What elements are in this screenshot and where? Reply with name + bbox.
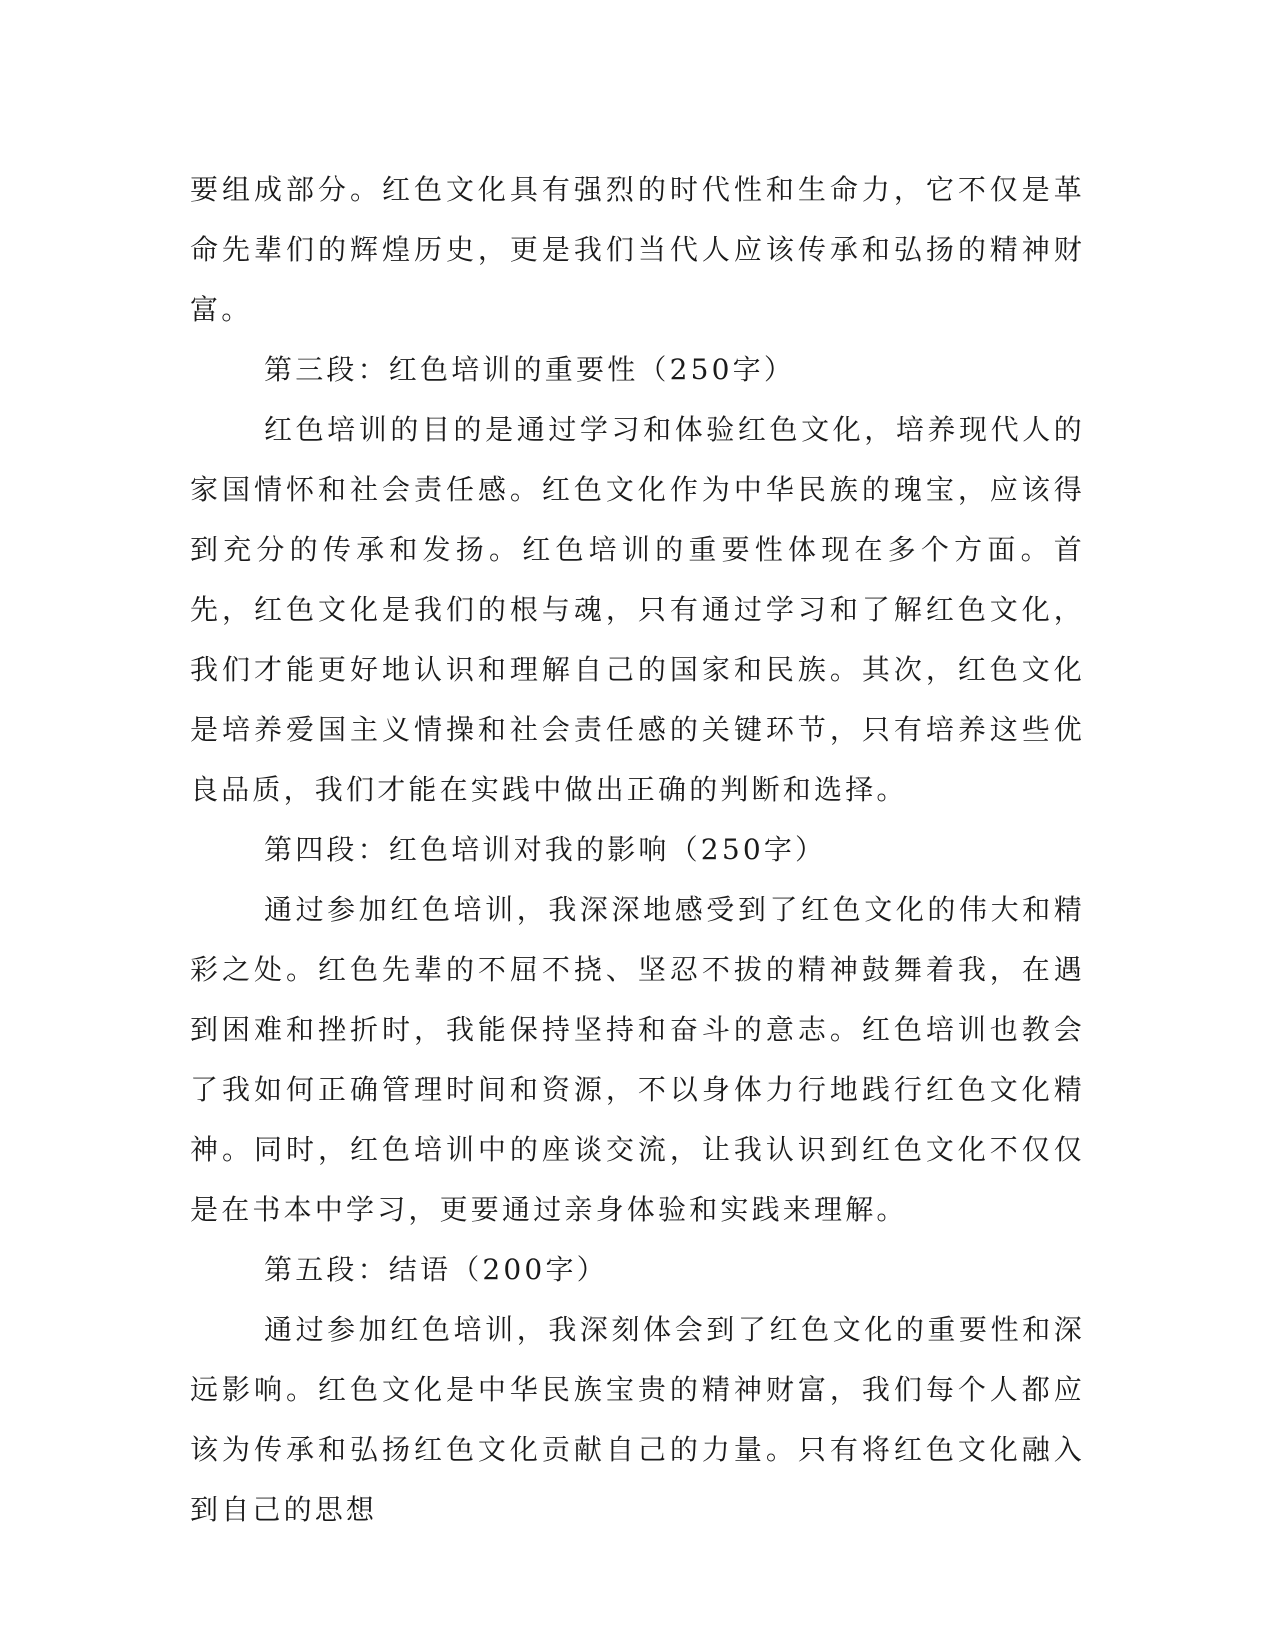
section-heading-five: 第五段：结语（200字） [264, 1253, 608, 1286]
paragraph-impact: 通过参加红色培训，我深深地感受到了红色文化的伟大和精彩之处。红色先辈的不屈不挠、坚忍不拔的精神鼓舞着我，在遇到困难和挫折时，我能保持坚持和奋斗的意志。红色培训也教会了我如何正确管理时间和资源，不以身体力行地践行红色文化精神。同时，红色培训中的座谈交流，让我认识到红色文化不仅仅是在书本中学习，更要通过亲身体验和实践来理解。 [190, 893, 1085, 1226]
paragraph-continued: 要组成部分。红色文化具有强烈的时代性和生命力，它不仅是革命先辈们的辉煌历史，更是我们当代人应该传承和弘扬的精神财富。 [190, 173, 1085, 326]
document-body [190, 160, 1085, 1540]
section-heading-four: 第四段：红色培训对我的影响（250字） [264, 833, 827, 866]
paragraph-conclusion: 通过参加红色培训，我深刻体会到了红色文化的重要性和深远影响。红色文化是中华民族宝贵的精神财富，我们每个人都应该为传承和弘扬红色文化贡献自己的力量。只有将红色文化融入到自己的思想 [190, 1313, 1085, 1526]
section-heading-three: 第三段：红色培训的重要性（250字） [264, 353, 796, 386]
paragraph-importance: 红色培训的目的是通过学习和体验红色文化，培养现代人的家国情怀和社会责任感。红色文化作为中华民族的瑰宝，应该得到充分的传承和发扬。红色培训的重要性体现在多个方面。首先，红色文化是我们的根与魂，只有通过学习和了解红色文化，我们才能更好地认识和理解自己的国家和民族。其次，红色文化是培养爱国主义情操和社会责任感的关键环节，只有培养这些优良品质，我们才能在实践中做出正确的判断和选择。 [190, 413, 1085, 806]
